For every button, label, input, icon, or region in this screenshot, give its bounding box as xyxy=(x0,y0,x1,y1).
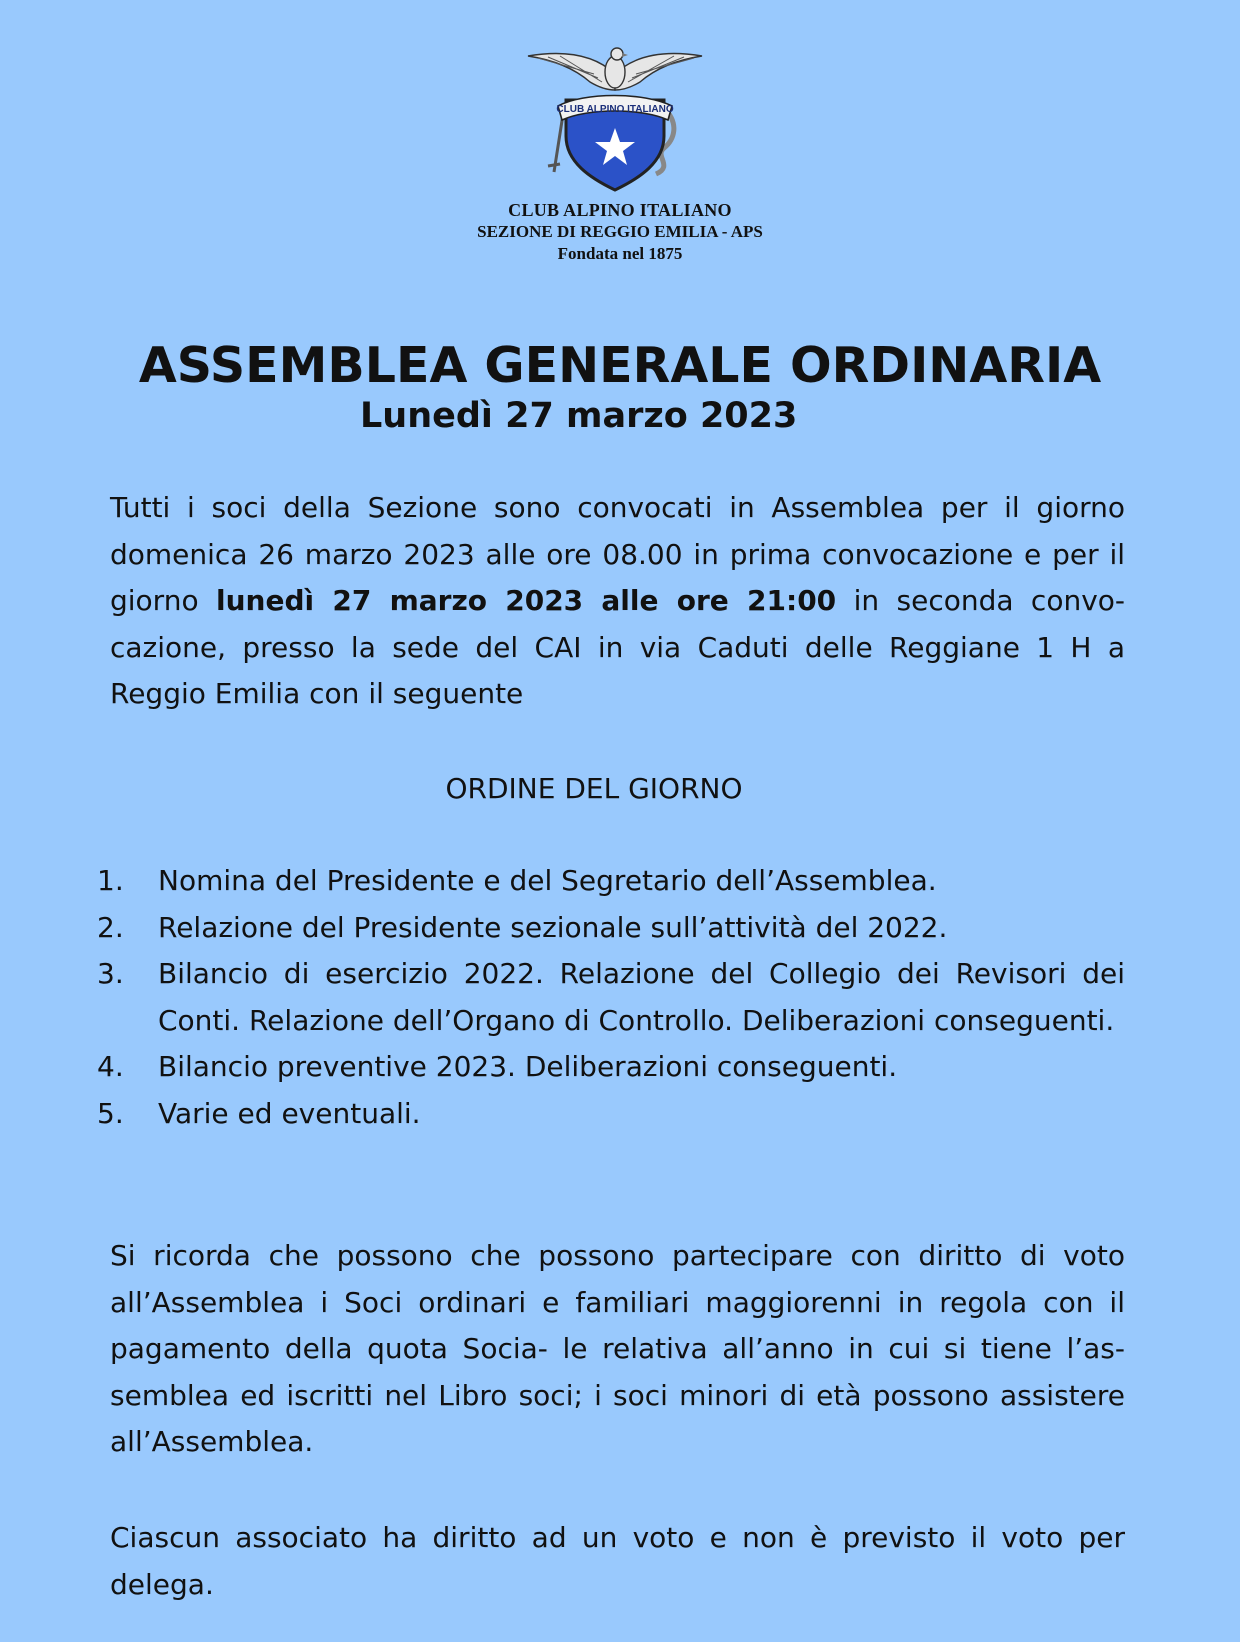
agenda-item-text: Bilancio di esercizio 2022. Relazione del Collegio dei Revisori dei Conti. Relazione dell’Organo di Controllo. Deliberazioni conseguenti. xyxy=(158,957,1125,1037)
voting-rights-paragraph: Si ricorda che possono che possono partecipare con diritto di voto all’Assemblea i Soci ordinari e familiari maggiorenni in regola con il pagamento della quota Socia- le relativa all’anno in cui si tiene l’assemblea ed iscritti nel Libro soci; i soci minori di età possono assistere all’Assemblea. xyxy=(110,1239,1125,1458)
agenda-item-number: 1. xyxy=(97,864,124,897)
agenda-item-text: Bilancio preventive 2023. Deliberazioni conseguenti. xyxy=(158,1050,898,1083)
agenda-item xyxy=(97,905,1125,952)
cai-eagle-shield-logo xyxy=(524,44,706,194)
agenda-item xyxy=(97,858,1125,905)
organization-header xyxy=(0,199,1240,265)
logo-ribbon-text: CLUB ALPINO ITALIANO xyxy=(556,104,674,115)
intro-date-time: lunedì 27 marzo 2023 alle ore 21:00 xyxy=(216,584,837,617)
org-name: CLUB ALPINO ITALIANO xyxy=(508,200,732,220)
intro-paragraph xyxy=(110,485,1125,718)
agenda-heading: ORDINE DEL GIORNO xyxy=(445,772,743,805)
page-title: ASSEMBLEA GENERALE ORDINARIA xyxy=(138,337,1102,394)
intro-text-end: in seconda convocazione, presso la sede del CAI in via Caduti delle Reggiane 1 H a Reggio Emilia con il seguente xyxy=(110,584,1126,710)
agenda-list xyxy=(97,858,1125,1137)
agenda-item xyxy=(97,1091,1125,1138)
org-founded: Fondata nel 1875 xyxy=(557,244,683,263)
agenda-item-text: Relazione del Presidente sezionale sull’attività del 2022. xyxy=(158,910,948,944)
intro-text-start: Tutti i soci della Sezione sono convocati in Assemblea per il giorno domenica 26 marzo 2023 alle ore 08.00 in prima convocazione e per il giorno xyxy=(110,491,1125,617)
eagle-icon xyxy=(528,48,702,90)
closing-paragraph: Ciascun associato ha diritto ad un voto e non è previsto il voto per delega. xyxy=(110,1521,1125,1601)
agenda-item-number: 3. xyxy=(97,957,124,990)
agenda-item-number: 2. xyxy=(97,910,124,944)
page-subtitle: Lunedì 27 marzo 2023 xyxy=(360,396,798,436)
org-section: SEZIONE DI REGGIO EMILIA - APS xyxy=(477,222,763,241)
agenda-item-number: 5. xyxy=(97,1096,124,1130)
agenda-item xyxy=(97,1044,1125,1091)
agenda-item xyxy=(97,951,1125,1044)
agenda-item-text: Varie ed eventuali. xyxy=(158,1096,421,1130)
agenda-item-number: 4. xyxy=(97,1050,124,1083)
agenda-item-text: Nomina del Presidente e del Segretario dell’Assemblea. xyxy=(158,864,937,897)
